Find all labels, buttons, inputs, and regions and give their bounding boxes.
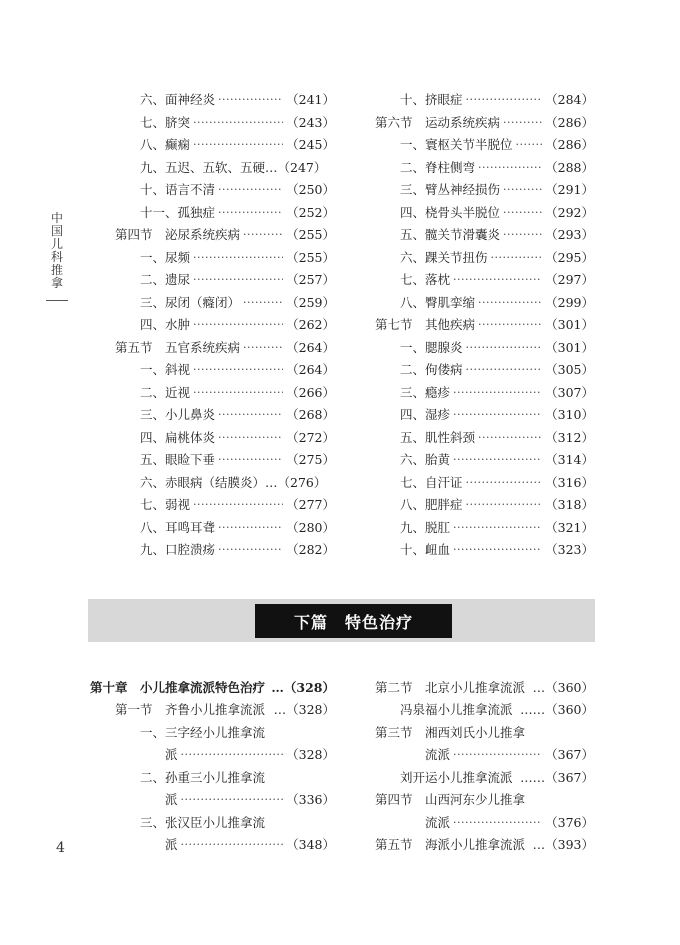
toc-page-number: （286）: [545, 115, 594, 130]
toc-entry-label: 七、脐突: [140, 115, 191, 130]
toc-entry: [400, 88, 594, 110]
toc-entry: [400, 178, 594, 200]
toc-page-number: （257）: [286, 272, 335, 287]
toc-leader-dots: [503, 116, 542, 129]
toc-entry: [400, 223, 594, 245]
side-rule: [46, 300, 68, 301]
toc-entry: [115, 698, 335, 720]
toc-entry-label: 四、水肿: [140, 317, 191, 332]
toc-page-number: （299）: [545, 295, 594, 310]
toc-page-number: （297）: [545, 272, 594, 287]
toc-entry: [140, 358, 335, 380]
toc-entry: [140, 766, 335, 788]
toc-leader-dots: [453, 408, 542, 421]
toc-entry-label: 二、近视: [140, 385, 191, 400]
toc-entry-label: 七、自汗证: [400, 475, 463, 490]
toc-entry-label: 五、眼睑下垂: [140, 452, 216, 467]
toc-leader-dots: [503, 228, 542, 241]
toc-entry: [140, 111, 335, 133]
toc-page-number: ……（360）: [520, 702, 594, 717]
toc-entry: [400, 471, 594, 493]
toc-leader-dots: [193, 386, 283, 399]
toc-leader-dots: [453, 453, 542, 466]
toc-page-number: （316）: [545, 475, 594, 490]
toc-entry-label: 第四节 泌尿系统疾病: [115, 227, 241, 242]
toc-leader-dots: [453, 273, 542, 286]
toc-entry: [140, 291, 335, 313]
toc-page-number: （305）: [545, 362, 594, 377]
toc-page-number: （286）: [545, 137, 594, 152]
toc-entry-label: 四、桡骨头半脱位: [400, 205, 501, 220]
toc-entry-label: 二、佝偻病: [400, 362, 463, 377]
toc-leader-dots: [181, 838, 284, 851]
toc-entry: [400, 493, 594, 515]
toc-leader-dots: [218, 408, 283, 421]
toc-entry-label: 八、臀肌挛缩: [400, 295, 476, 310]
toc-page-number: （307）: [545, 385, 594, 400]
toc-entry: [140, 538, 335, 560]
toc-entry-label: 六、踝关节扭伤: [400, 250, 488, 265]
toc-leader-dots: [193, 363, 283, 376]
toc-leader-dots: [466, 363, 543, 376]
toc-entry: [400, 201, 594, 223]
toc-entry-label: 四、湿疹: [400, 407, 451, 422]
toc-page-number: ……（367）: [520, 770, 594, 785]
toc-entry-label: 七、弱视: [140, 497, 191, 512]
toc-entry-label: 六、面神经炎: [140, 92, 216, 107]
toc-entry: [140, 833, 335, 855]
toc-entry: [375, 721, 594, 743]
toc-entry: [375, 833, 594, 855]
toc-entry: [400, 291, 594, 313]
toc-leader-dots: [453, 521, 542, 534]
toc-entry: [400, 516, 594, 538]
toc-page-number: （292）: [545, 205, 594, 220]
toc-entry: [400, 156, 594, 178]
toc-page-number: （250）: [286, 182, 335, 197]
toc-page-number: …（393）: [532, 837, 594, 852]
toc-entry: [140, 516, 335, 538]
toc-leader-dots: [218, 521, 283, 534]
toc-entry-label: 六、胎黄: [400, 452, 451, 467]
toc-entry: [140, 426, 335, 448]
toc-entry: [400, 403, 594, 425]
section-title: 下篇 特色治疗: [255, 604, 452, 638]
toc-page-number: （321）: [545, 520, 594, 535]
toc-entry: [140, 201, 335, 223]
toc-page-number: （301）: [545, 340, 594, 355]
toc-entry-label: 三、尿闭（癃闭）: [140, 295, 241, 310]
toc-entry-label: 七、落枕: [400, 272, 451, 287]
toc-page-number: （312）: [545, 430, 594, 445]
toc-entry: [140, 133, 335, 155]
toc-leader-dots: [243, 341, 283, 354]
toc-leader-dots: [466, 341, 543, 354]
toc-entry: [400, 358, 594, 380]
toc-entry-label: 四、扁桃体炎: [140, 430, 216, 445]
toc-page-number: （328）: [286, 747, 335, 762]
toc-page-number: （264）: [286, 362, 335, 377]
toc-leader-dots: [218, 183, 283, 196]
toc-entry: [140, 403, 335, 425]
toc-leader-dots: [193, 116, 283, 129]
toc-entry: [140, 493, 335, 515]
toc-entry-label: 三、臂丛神经损伤: [400, 182, 501, 197]
toc-leader-dots: [478, 318, 542, 331]
toc-entry: [375, 111, 594, 133]
toc-leader-dots: [478, 161, 542, 174]
toc-entry: [400, 268, 594, 290]
toc-entry: [400, 381, 594, 403]
toc-leader-dots: [478, 431, 542, 444]
toc-entry-label: 冯泉福小儿推拿流派: [400, 702, 513, 717]
toc-entry-label: 五、肌性斜颈: [400, 430, 476, 445]
toc-page-number: （282）: [286, 542, 335, 557]
toc-entry-label: 第五节 五官系统疾病: [115, 340, 241, 355]
toc-entry: [115, 336, 335, 358]
toc-entry-label: 刘开运小儿推拿流派: [400, 770, 513, 785]
toc-page-number: （241）: [286, 92, 335, 107]
toc-entry: [375, 788, 594, 810]
toc-entry: [400, 538, 594, 560]
toc-entry-label: 一、尿频: [140, 250, 191, 265]
toc-entry: [140, 788, 335, 810]
toc-entry: [140, 811, 335, 833]
toc-leader-dots: [218, 93, 283, 106]
toc-leader-dots: [243, 228, 283, 241]
toc-page-number: （284）: [545, 92, 594, 107]
toc-page-number: （255）: [286, 227, 335, 242]
toc-leader-dots: [218, 431, 283, 444]
toc-page-number: …（360）: [532, 680, 594, 695]
toc-leader-dots: [516, 138, 543, 151]
toc-entry: [400, 448, 594, 470]
toc-entry: [90, 676, 335, 698]
toc-entry-label: 第十章 小儿推拿流派特色治疗: [90, 680, 266, 695]
toc-page-number: （262）: [286, 317, 335, 332]
toc-page-number: （268）: [286, 407, 335, 422]
toc-entry-label: 六、赤眼病（结膜炎）…（276）: [140, 475, 327, 490]
toc-entry-label: 派: [140, 747, 178, 762]
toc-entry: [375, 676, 594, 698]
toc-page-number: （318）: [545, 497, 594, 512]
toc-entry-label: 九、口腔溃疡: [140, 542, 216, 557]
toc-entry-label: 第二节 北京小儿推拿流派: [375, 680, 526, 695]
toc-entry-label: 二、脊柱侧弯: [400, 160, 476, 175]
toc-leader-dots: [491, 251, 543, 264]
toc-entry-label: 三、瘾疹: [400, 385, 451, 400]
toc-leader-dots: [193, 273, 283, 286]
toc-entry-label: 第六节 运动系统疾病: [375, 115, 501, 130]
toc-entry: [140, 743, 335, 765]
toc-entry-label: 十一、孤独症: [140, 205, 216, 220]
toc-page-number: （295）: [545, 250, 594, 265]
toc-page-number: …（328）: [273, 702, 335, 717]
toc-entry-label: 二、遗尿: [140, 272, 191, 287]
toc-entry-label: 八、耳鸣耳聋: [140, 520, 216, 535]
toc-page-number: （314）: [545, 452, 594, 467]
toc-entry: [400, 766, 594, 788]
toc-leader-dots: [193, 318, 283, 331]
toc-entry: [115, 223, 335, 245]
toc-entry: [140, 178, 335, 200]
toc-entry: [140, 313, 335, 335]
toc-page-number: （259）: [286, 295, 335, 310]
toc-page-number: （272）: [286, 430, 335, 445]
toc-leader-dots: [193, 498, 283, 511]
toc-entry-label: 第三节 湘西刘氏小儿推拿: [375, 725, 526, 740]
toc-leader-dots: [453, 748, 542, 761]
toc-leader-dots: [193, 251, 283, 264]
toc-page-number: （293）: [545, 227, 594, 242]
toc-entry-label: 五、髋关节滑囊炎: [400, 227, 501, 242]
toc-entry-label: 八、癫痫: [140, 137, 191, 152]
toc-page-number: （280）: [286, 520, 335, 535]
toc-leader-dots: [181, 748, 284, 761]
toc-entry: [140, 268, 335, 290]
side-book-title: 中国儿科推拿: [50, 211, 63, 290]
toc-entry: [400, 336, 594, 358]
toc-page-number: （266）: [286, 385, 335, 400]
toc-entry: [140, 246, 335, 268]
toc-page-number: （288）: [545, 160, 594, 175]
toc-leader-dots: [218, 543, 283, 556]
toc-entry: [400, 698, 594, 720]
page-number: 4: [56, 840, 65, 856]
toc-entry: [400, 426, 594, 448]
toc-page-number: （291）: [545, 182, 594, 197]
toc-page-number: （252）: [286, 205, 335, 220]
toc-entry: [140, 721, 335, 743]
toc-page-number: （301）: [545, 317, 594, 332]
toc-leader-dots: [478, 296, 542, 309]
toc-entry-label: 流派: [375, 747, 451, 762]
toc-leader-dots: [503, 183, 542, 196]
toc-page-number: （310）: [545, 407, 594, 422]
toc-leader-dots: [466, 498, 543, 511]
toc-entry-label: 流派: [375, 815, 451, 830]
toc-entry-label: 派: [140, 837, 178, 852]
toc-page-number: （275）: [286, 452, 335, 467]
toc-leader-dots: [503, 206, 542, 219]
toc-entry-label: 一、腮腺炎: [400, 340, 463, 355]
toc-page-number: …（328）: [271, 680, 335, 695]
toc-page-number: （277）: [286, 497, 335, 512]
toc-entry-label: 三、小儿鼻炎: [140, 407, 216, 422]
toc-page-number: （245）: [286, 137, 335, 152]
toc-page-number: （336）: [286, 792, 335, 807]
toc-entry: [140, 471, 335, 493]
toc-page-number: （255）: [286, 250, 335, 265]
toc-leader-dots: [243, 296, 283, 309]
toc-entry-label: 九、五迟、五软、五硬…（247）: [140, 160, 327, 175]
toc-entry-label: 第四节 山西河东少儿推拿: [375, 792, 526, 807]
toc-page-number: （376）: [545, 815, 594, 830]
toc-page-number: （264）: [286, 340, 335, 355]
toc-entry-label: 八、肥胖症: [400, 497, 463, 512]
toc-entry: [375, 743, 594, 765]
toc-leader-dots: [466, 93, 543, 106]
toc-entry-label: 第七节 其他疾病: [375, 317, 476, 332]
toc-leader-dots: [466, 476, 543, 489]
toc-entry: [140, 88, 335, 110]
toc-page-number: （243）: [286, 115, 335, 130]
toc-entry: [140, 156, 335, 178]
toc-leader-dots: [193, 138, 283, 151]
toc-entry: [375, 811, 594, 833]
toc-entry-label: 十、衄血: [400, 542, 451, 557]
toc-entry: [375, 313, 594, 335]
toc-entry: [140, 381, 335, 403]
toc-page-number: （323）: [545, 542, 594, 557]
toc-leader-dots: [453, 816, 542, 829]
toc-entry: [140, 448, 335, 470]
toc-entry-label: 一、三字经小儿推拿流: [140, 725, 266, 740]
toc-entry: [400, 133, 594, 155]
toc-leader-dots: [453, 543, 542, 556]
toc-entry-label: 第五节 海派小儿推拿流派: [375, 837, 526, 852]
toc-leader-dots: [453, 386, 542, 399]
toc-page-number: （348）: [286, 837, 335, 852]
toc-leader-dots: [181, 793, 284, 806]
toc-entry: [400, 246, 594, 268]
toc-entry-label: 一、寰枢关节半脱位: [400, 137, 513, 152]
toc-entry-label: 二、孙重三小儿推拿流: [140, 770, 266, 785]
toc-page-number: （367）: [545, 747, 594, 762]
toc-entry-label: 一、斜视: [140, 362, 191, 377]
toc-entry-label: 三、张汉臣小儿推拿流: [140, 815, 266, 830]
toc-entry-label: 十、语言不清: [140, 182, 216, 197]
toc-entry-label: 九、脱肛: [400, 520, 451, 535]
toc-leader-dots: [218, 206, 283, 219]
toc-entry-label: 十、挤眼症: [400, 92, 463, 107]
toc-leader-dots: [218, 453, 283, 466]
toc-entry-label: 第一节 齐鲁小儿推拿流派: [115, 702, 266, 717]
toc-entry-label: 派: [140, 792, 178, 807]
